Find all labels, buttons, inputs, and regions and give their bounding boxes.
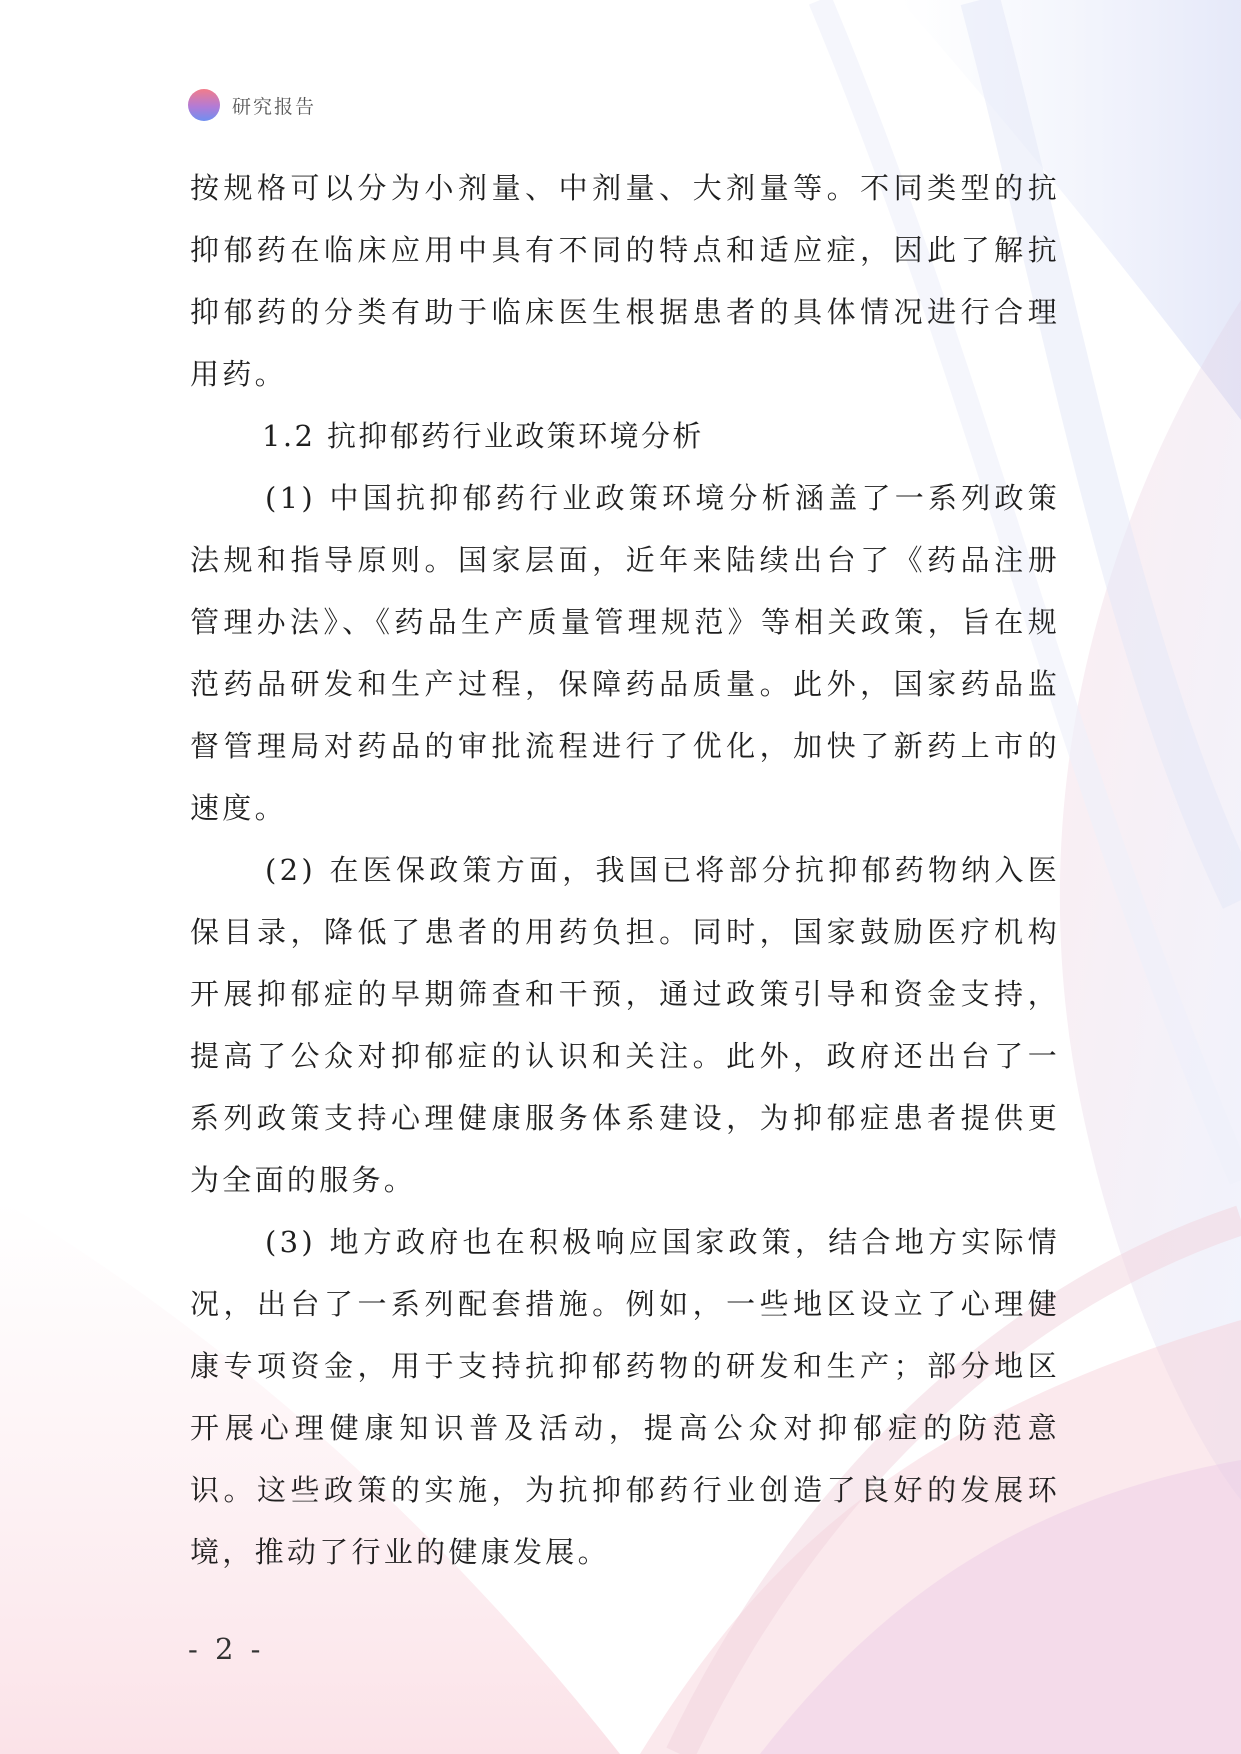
intro-paragraph: 按规格可以分为小剂量、中剂量、大剂量等。不同类型的抗抑郁药在临床应用中具有不同的特点和适应症，因此了解抗抑郁药的分类有助于临床医生根据患者的具体情况进行合理用药。 [190, 171, 1060, 391]
policy-paragraph-3: (3) 地方政府也在积极响应国家政策，结合地方实际情况，出台了一系列配套措施。例如，一些地区设立了心理健康专项资金，用于支持抗抑郁药物的研发和生产；部分地区开展心理健康知识普及活动，提高公众对抑郁症的防范意识。这些政策的实施，为抗抑郁药行业创造了良好的发展环境，推动了行业的健康发展。 [190, 1225, 1060, 1569]
document-body [190, 157, 1060, 1583]
report-logo-icon [188, 89, 220, 121]
policy-paragraph-2: (2) 在医保政策方面，我国已将部分抗抑郁药物纳入医保目录，降低了患者的用药负担。同时，国家鼓励医疗机构开展抑郁症的早期筛查和干预，通过政策引导和资金支持，提高了公众对抑郁症的认识和关注。此外，政府还出台了一系列政策支持心理健康服务体系建设，为抑郁症患者提供更为全面的服务。 [190, 853, 1060, 1197]
policy-paragraph-1: (1) 中国抗抑郁药行业政策环境分析涵盖了一系列政策法规和指导原则。国家层面，近年来陆续出台了《药品注册管理办法》、《药品生产质量管理规范》等相关政策，旨在规范药品研发和生产过程，保障药品质量。此外，国家药品监督管理局对药品的审批流程进行了优化，加快了新药上市的速度。 [190, 481, 1060, 825]
page-number: - 2 - [188, 1632, 265, 1666]
page-header [188, 88, 316, 122]
header-title: 研究报告 [232, 95, 317, 118]
section-heading: 1.2 抗抑郁药行业政策环境分析 [262, 419, 704, 453]
